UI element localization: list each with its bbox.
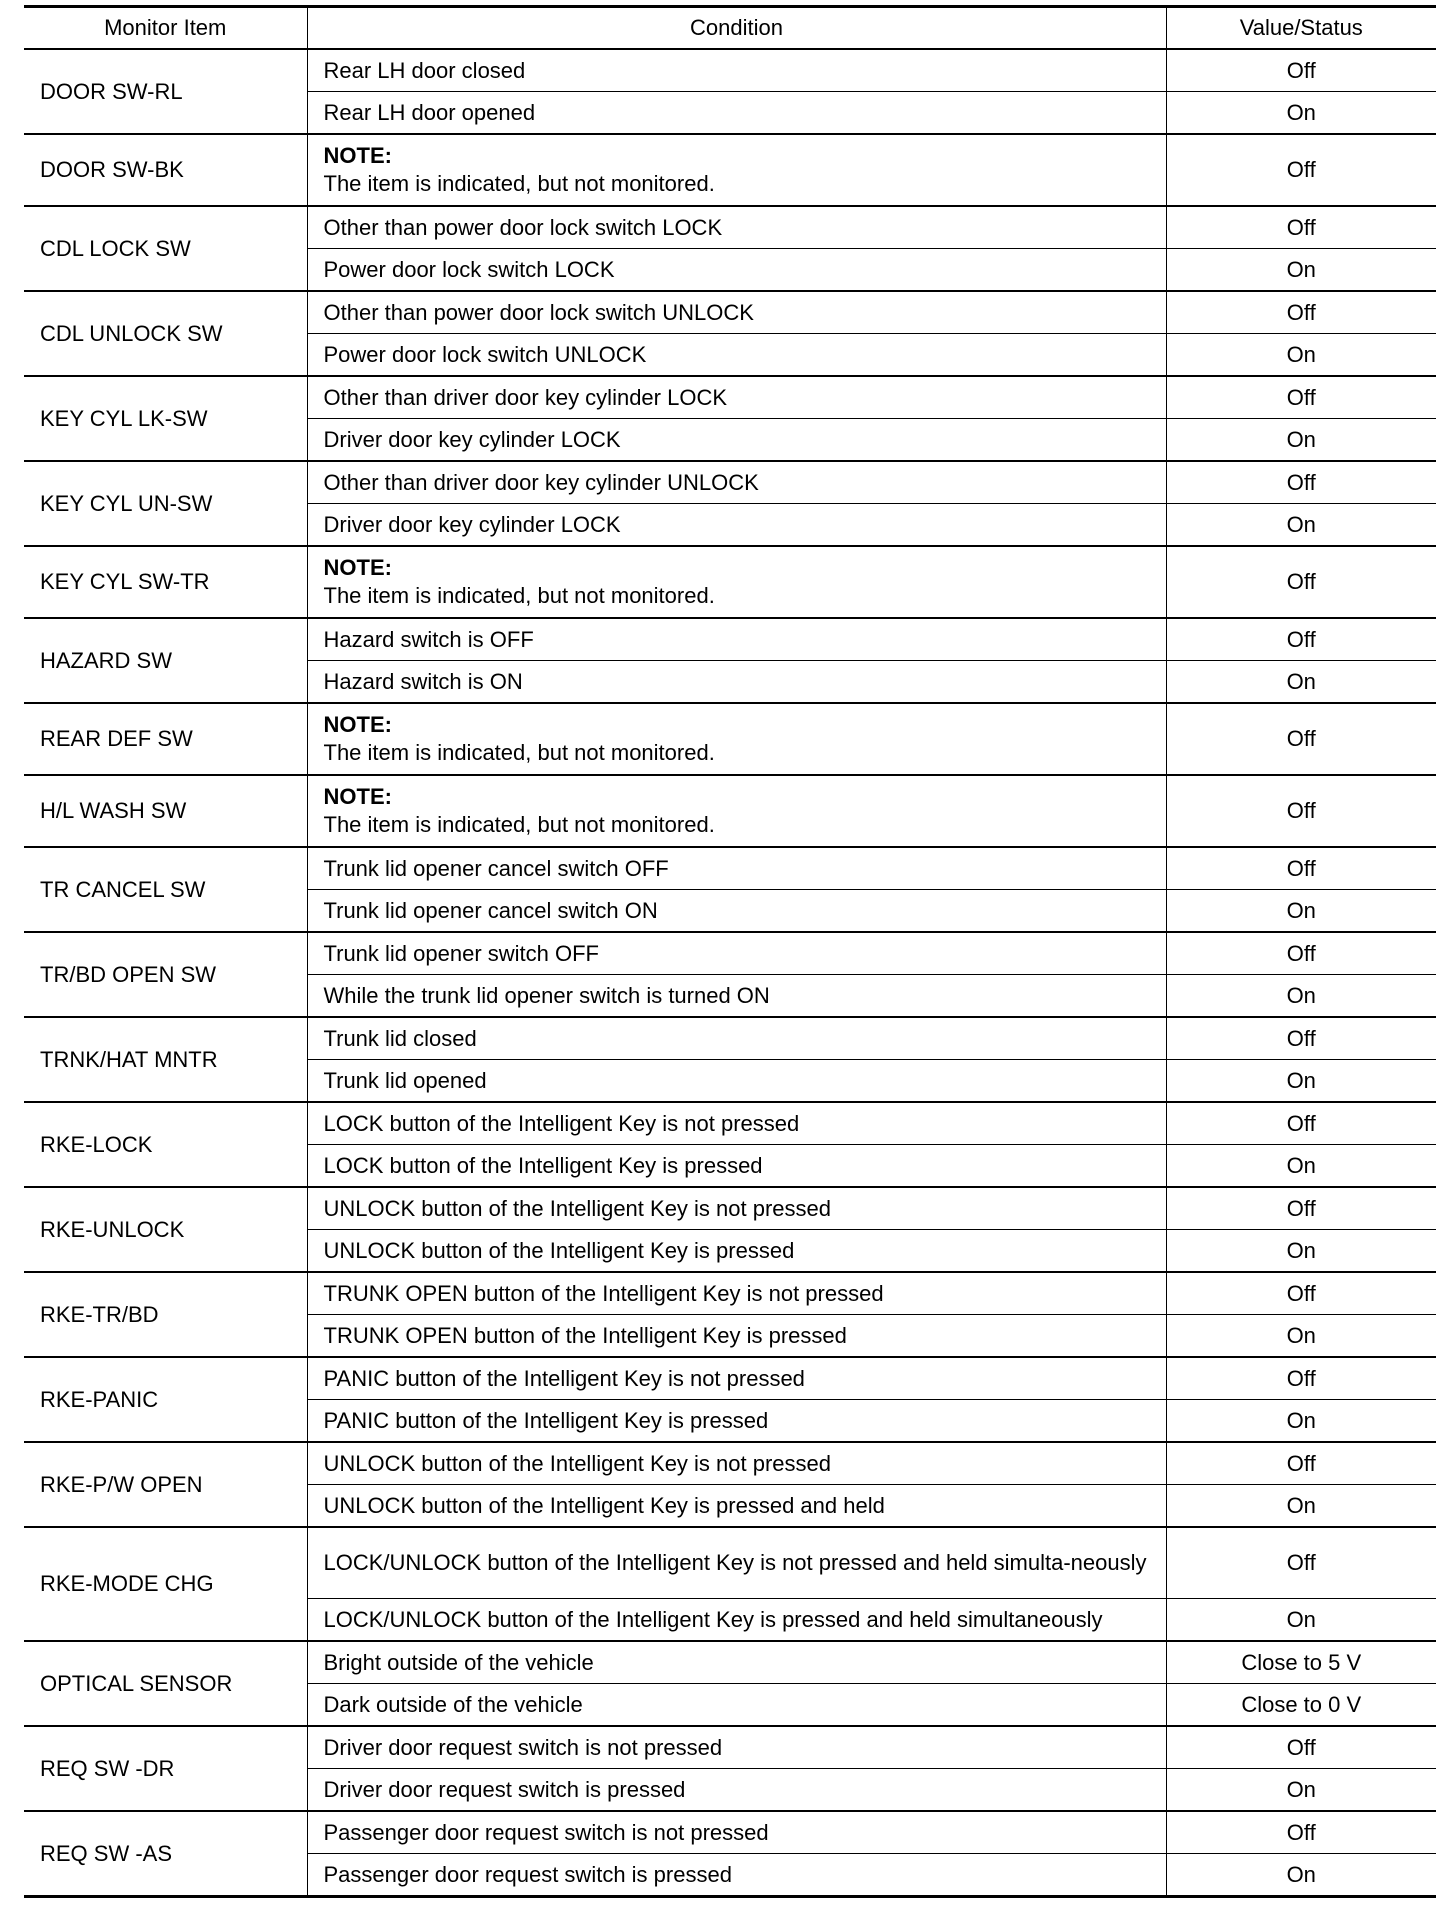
table-row: [24, 206, 1436, 249]
table-row: [24, 1357, 1436, 1400]
note-text: The item is indicated, but not monitored.: [323, 583, 715, 608]
monitor-item-cell: TR CANCEL SW: [24, 847, 307, 932]
condition-cell: [307, 546, 1166, 618]
monitor-item-cell: RKE-PANIC: [24, 1357, 307, 1442]
condition-cell: UNLOCK button of the Intelligent Key is pressed: [307, 1230, 1166, 1273]
condition-cell: LOCK/UNLOCK button of the Intelligent Key is not pressed and held simulta-neously: [307, 1527, 1166, 1599]
value-status-cell: Off: [1166, 847, 1436, 890]
table-row: [24, 1726, 1436, 1769]
value-status-cell: On: [1166, 890, 1436, 933]
monitor-item-cell: RKE-TR/BD: [24, 1272, 307, 1357]
condition-cell: TRUNK OPEN button of the Intelligent Key is pressed: [307, 1315, 1166, 1358]
value-status-cell: On: [1166, 334, 1436, 377]
monitor-item-cell: TR/BD OPEN SW: [24, 932, 307, 1017]
value-status-cell: On: [1166, 1769, 1436, 1812]
value-status-cell: On: [1166, 975, 1436, 1018]
condition-cell: UNLOCK button of the Intelligent Key is pressed and held: [307, 1485, 1166, 1528]
value-status-cell: Off: [1166, 703, 1436, 775]
header-condition: Condition: [307, 7, 1166, 50]
monitor-item-cell: OPTICAL SENSOR: [24, 1641, 307, 1726]
condition-cell: [307, 703, 1166, 775]
value-status-cell: Off: [1166, 1726, 1436, 1769]
value-status-cell: On: [1166, 92, 1436, 135]
value-status-cell: Off: [1166, 932, 1436, 975]
value-status-cell: Off: [1166, 1272, 1436, 1315]
monitor-item-cell: DOOR SW-RL: [24, 49, 307, 134]
condition-cell: Hazard switch is OFF: [307, 618, 1166, 661]
condition-cell: Trunk lid opener switch OFF: [307, 932, 1166, 975]
condition-cell: Trunk lid opener cancel switch OFF: [307, 847, 1166, 890]
condition-cell: UNLOCK button of the Intelligent Key is not pressed: [307, 1187, 1166, 1230]
value-status-cell: Off: [1166, 775, 1436, 847]
condition-cell: Trunk lid opened: [307, 1060, 1166, 1103]
condition-cell: LOCK button of the Intelligent Key is pressed: [307, 1145, 1166, 1188]
table-row: [24, 775, 1436, 847]
value-status-cell: On: [1166, 1599, 1436, 1642]
condition-cell: Power door lock switch LOCK: [307, 249, 1166, 292]
note-label: NOTE:: [323, 784, 392, 809]
condition-cell: Other than power door lock switch UNLOCK: [307, 291, 1166, 334]
header-monitor-item: Monitor Item: [24, 7, 307, 50]
value-status-cell: On: [1166, 1145, 1436, 1188]
value-status-cell: On: [1166, 419, 1436, 462]
condition-cell: [307, 134, 1166, 206]
condition-cell: UNLOCK button of the Intelligent Key is not pressed: [307, 1442, 1166, 1485]
table-header-row: [24, 7, 1436, 50]
table-row: [24, 1272, 1436, 1315]
monitor-item-cell: RKE-P/W OPEN: [24, 1442, 307, 1527]
value-status-cell: Close to 5 V: [1166, 1641, 1436, 1684]
monitor-item-cell: KEY CYL LK-SW: [24, 376, 307, 461]
table-row: [24, 1102, 1436, 1145]
value-status-cell: Off: [1166, 461, 1436, 504]
condition-cell: Passenger door request switch is pressed: [307, 1854, 1166, 1897]
condition-cell: Other than driver door key cylinder LOCK: [307, 376, 1166, 419]
value-status-cell: Off: [1166, 546, 1436, 618]
table-body: [24, 49, 1436, 1897]
condition-cell: [307, 775, 1166, 847]
monitor-item-table: [24, 5, 1436, 1898]
condition-cell: TRUNK OPEN button of the Intelligent Key is not pressed: [307, 1272, 1166, 1315]
table-row: [24, 1187, 1436, 1230]
note-label: NOTE:: [323, 712, 392, 737]
document-page: [24, 5, 1436, 1898]
value-status-cell: Off: [1166, 1811, 1436, 1854]
value-status-cell: On: [1166, 1315, 1436, 1358]
monitor-item-cell: CDL UNLOCK SW: [24, 291, 307, 376]
condition-cell: Driver door request switch is pressed: [307, 1769, 1166, 1812]
condition-cell: Trunk lid opener cancel switch ON: [307, 890, 1166, 933]
condition-cell: Hazard switch is ON: [307, 661, 1166, 704]
table-row: [24, 1017, 1436, 1060]
note-label: NOTE:: [323, 555, 392, 580]
condition-cell: PANIC button of the Intelligent Key is not pressed: [307, 1357, 1166, 1400]
condition-cell: Bright outside of the vehicle: [307, 1641, 1166, 1684]
value-status-cell: Off: [1166, 206, 1436, 249]
monitor-item-cell: RKE-LOCK: [24, 1102, 307, 1187]
condition-cell: Dark outside of the vehicle: [307, 1684, 1166, 1727]
condition-cell: Driver door key cylinder LOCK: [307, 419, 1166, 462]
table-row: [24, 1527, 1436, 1599]
monitor-item-cell: REQ SW -AS: [24, 1811, 307, 1897]
condition-cell: Driver door request switch is not pressed: [307, 1726, 1166, 1769]
monitor-item-cell: RKE-MODE CHG: [24, 1527, 307, 1641]
table-row: [24, 461, 1436, 504]
value-status-cell: Off: [1166, 1187, 1436, 1230]
table-row: [24, 1442, 1436, 1485]
table-row: [24, 376, 1436, 419]
monitor-item-cell: TRNK/HAT MNTR: [24, 1017, 307, 1102]
note-label: NOTE:: [323, 143, 392, 168]
table-row: [24, 134, 1436, 206]
note-text: The item is indicated, but not monitored.: [323, 171, 715, 196]
header-value-status: Value/Status: [1166, 7, 1436, 50]
value-status-cell: On: [1166, 504, 1436, 547]
value-status-cell: Off: [1166, 291, 1436, 334]
value-status-cell: On: [1166, 1230, 1436, 1273]
table-row: [24, 618, 1436, 661]
monitor-item-cell: REQ SW -DR: [24, 1726, 307, 1811]
value-status-cell: Off: [1166, 1017, 1436, 1060]
value-status-cell: Off: [1166, 1102, 1436, 1145]
condition-cell: Passenger door request switch is not pressed: [307, 1811, 1166, 1854]
value-status-cell: Off: [1166, 1527, 1436, 1599]
value-status-cell: Close to 0 V: [1166, 1684, 1436, 1727]
value-status-cell: On: [1166, 1400, 1436, 1443]
value-status-cell: Off: [1166, 376, 1436, 419]
condition-cell: PANIC button of the Intelligent Key is pressed: [307, 1400, 1166, 1443]
monitor-item-cell: KEY CYL UN-SW: [24, 461, 307, 546]
monitor-item-cell: REAR DEF SW: [24, 703, 307, 775]
table-row: [24, 932, 1436, 975]
monitor-item-cell: HAZARD SW: [24, 618, 307, 703]
value-status-cell: On: [1166, 1485, 1436, 1528]
monitor-item-cell: CDL LOCK SW: [24, 206, 307, 291]
value-status-cell: Off: [1166, 1357, 1436, 1400]
condition-cell: Other than driver door key cylinder UNLOCK: [307, 461, 1166, 504]
monitor-item-cell: KEY CYL SW-TR: [24, 546, 307, 618]
value-status-cell: Off: [1166, 618, 1436, 661]
note-text: The item is indicated, but not monitored.: [323, 812, 715, 837]
table-row: [24, 291, 1436, 334]
condition-cell: Rear LH door closed: [307, 49, 1166, 92]
value-status-cell: On: [1166, 1060, 1436, 1103]
table-row: [24, 1811, 1436, 1854]
note-text: The item is indicated, but not monitored.: [323, 740, 715, 765]
value-status-cell: On: [1166, 249, 1436, 292]
value-status-cell: Off: [1166, 134, 1436, 206]
monitor-item-cell: RKE-UNLOCK: [24, 1187, 307, 1272]
table-row: [24, 1641, 1436, 1684]
condition-cell: LOCK button of the Intelligent Key is not pressed: [307, 1102, 1166, 1145]
value-status-cell: Off: [1166, 1442, 1436, 1485]
condition-cell: Driver door key cylinder LOCK: [307, 504, 1166, 547]
condition-cell: Trunk lid closed: [307, 1017, 1166, 1060]
condition-cell: While the trunk lid opener switch is turned ON: [307, 975, 1166, 1018]
condition-cell: Power door lock switch UNLOCK: [307, 334, 1166, 377]
monitor-item-cell: DOOR SW-BK: [24, 134, 307, 206]
value-status-cell: On: [1166, 1854, 1436, 1897]
condition-cell: Rear LH door opened: [307, 92, 1166, 135]
value-status-cell: On: [1166, 661, 1436, 704]
table-row: [24, 49, 1436, 92]
table-row: [24, 703, 1436, 775]
condition-cell: LOCK/UNLOCK button of the Intelligent Key is pressed and held simultaneously: [307, 1599, 1166, 1642]
condition-cell: Other than power door lock switch LOCK: [307, 206, 1166, 249]
table-row: [24, 847, 1436, 890]
table-row: [24, 546, 1436, 618]
value-status-cell: Off: [1166, 49, 1436, 92]
monitor-item-cell: H/L WASH SW: [24, 775, 307, 847]
